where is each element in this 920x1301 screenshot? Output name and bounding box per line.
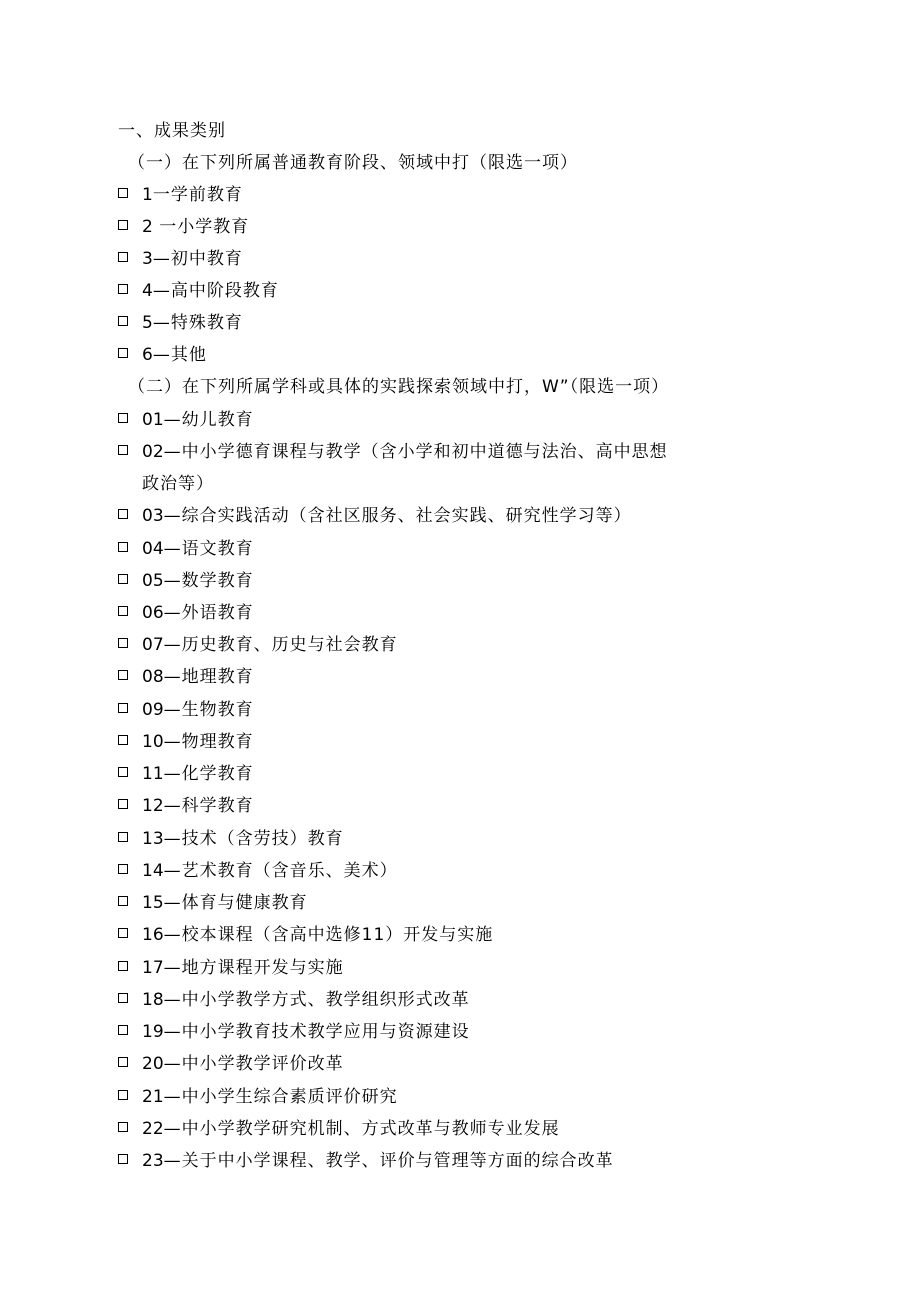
item-label: 幼儿教育 (181, 410, 254, 430)
item-label: 校本课程（含高中选修11）开发与实施 (181, 925, 494, 945)
item-code: 17 (142, 958, 164, 978)
list-item (118, 1086, 758, 1108)
list-item (118, 892, 758, 914)
item-code: 03 (142, 506, 164, 526)
item-sep: — (163, 603, 182, 623)
checkbox[interactable] (118, 1025, 128, 1035)
item-label: 小学教育 (177, 217, 250, 237)
list-item (118, 505, 758, 527)
checkbox[interactable] (118, 928, 128, 938)
item-sep: — (163, 442, 182, 462)
list-item (118, 1053, 758, 1075)
checkbox[interactable] (118, 574, 128, 584)
item-sep: — (163, 732, 182, 752)
item-label: 地理教育 (181, 667, 254, 687)
item-sep: — (163, 764, 182, 784)
item-sep: — (152, 249, 171, 269)
checkbox[interactable] (118, 413, 128, 423)
item-code: 06 (142, 603, 164, 623)
item-code: 21 (142, 1087, 164, 1107)
checkbox[interactable] (118, 542, 128, 552)
item-code: 4 (142, 281, 153, 301)
part1-title: （一）在下列所属普通教育阶段、领域中打（限选一项） (128, 153, 578, 173)
checkbox[interactable] (118, 993, 128, 1003)
checkbox[interactable] (118, 1122, 128, 1132)
item-sep: — (152, 345, 171, 365)
item-code: 22 (142, 1119, 164, 1139)
list-item (118, 731, 758, 753)
list-item (118, 441, 758, 463)
item-code: 19 (142, 1022, 164, 1042)
item-label: 中小学教学评价改革 (181, 1054, 344, 1074)
item-code: 01 (142, 410, 164, 430)
list-item (118, 989, 758, 1011)
list-item (118, 860, 758, 882)
item-label: 其他 (170, 345, 207, 365)
item-sep: — (163, 700, 182, 720)
checkbox[interactable] (118, 316, 128, 326)
list-item (118, 634, 758, 656)
list-item (118, 795, 758, 817)
item-code: 07 (142, 635, 164, 655)
checkbox[interactable] (118, 832, 128, 842)
item-label: 生物教育 (181, 700, 254, 720)
item-sep: — (163, 1151, 182, 1171)
item-sep: — (163, 1022, 182, 1042)
list-item (118, 248, 758, 270)
list-item (118, 538, 758, 560)
item-label: 化学教育 (181, 764, 254, 784)
item-label: 中小学教育技术教学应用与资源建设 (181, 1022, 470, 1042)
list-item (118, 1150, 758, 1172)
item-sep: — (152, 281, 171, 301)
list-item (118, 602, 758, 624)
item-label: 中小学德育课程与教学（含小学和初中道德与法治、高中思想 (181, 442, 668, 462)
list-item (118, 570, 758, 592)
item-sep: — (163, 410, 182, 430)
item-label: 中小学生综合素质评价研究 (181, 1087, 398, 1107)
checkbox[interactable] (118, 670, 128, 680)
item-label: 技术（含劳技）教育 (181, 829, 344, 849)
item-sep: — (163, 829, 182, 849)
checkbox[interactable] (118, 767, 128, 777)
checkbox[interactable] (118, 864, 128, 874)
list-item (118, 828, 758, 850)
item-label: 体育与健康教育 (181, 893, 308, 913)
item-label: 艺术教育（含音乐、美术） (181, 861, 398, 881)
checkbox[interactable] (118, 606, 128, 616)
list-item (118, 957, 758, 979)
item-label: 关于中小学课程、教学、评价与管理等方面的综合改革 (181, 1151, 614, 1171)
item-code: 20 (142, 1054, 164, 1074)
item-label: 综合实践活动（含社区服务、社会实践、研究性学习等） (181, 506, 632, 526)
item-sep: — (163, 1054, 182, 1074)
item-sep: — (163, 1087, 182, 1107)
item-label: 中小学教学研究机制、方式改革与教师专业发展 (181, 1119, 560, 1139)
item-code: 08 (142, 667, 164, 687)
item-code: 12 (142, 796, 164, 816)
item-code: 11 (142, 764, 164, 784)
item-label: 高中阶段教育 (170, 281, 279, 301)
item-code: 10 (142, 732, 164, 752)
checkbox[interactable] (118, 961, 128, 971)
item-label: 科学教育 (181, 796, 254, 816)
item-code: 2 (142, 217, 153, 237)
item-label: 学前教育 (170, 185, 243, 205)
item-sep: — (163, 925, 182, 945)
item-label: 初中教育 (170, 249, 243, 269)
checkbox[interactable] (118, 188, 128, 198)
item-code: 04 (142, 539, 164, 559)
list-item (118, 184, 758, 206)
checkbox[interactable] (118, 638, 128, 648)
item-label: 特殊教育 (170, 313, 243, 333)
item-sep: — (163, 571, 182, 591)
checkbox[interactable] (118, 799, 128, 809)
checkbox[interactable] (118, 284, 128, 294)
list-item (118, 1118, 758, 1140)
checkbox[interactable] (118, 348, 128, 358)
item-label: 语文教育 (181, 539, 254, 559)
item-sep: — (163, 635, 182, 655)
item-sep: — (163, 539, 182, 559)
item-sep: — (163, 893, 182, 913)
checkbox[interactable] (118, 703, 128, 713)
item-code: 23 (142, 1151, 164, 1171)
item-sep: — (163, 667, 182, 687)
checkbox[interactable] (118, 735, 128, 745)
item-sep: — (163, 958, 182, 978)
item-code: 05 (142, 571, 164, 591)
item-label: 外语教育 (181, 603, 254, 623)
item-sep: 一 (152, 217, 178, 237)
section-title: 一、成果类别 (118, 121, 226, 141)
item-code: 09 (142, 700, 164, 720)
item-label: 历史教育、历史与社会教育 (181, 635, 398, 655)
item-code: 18 (142, 990, 164, 1010)
item-sep: — (163, 861, 182, 881)
item-code: 6 (142, 345, 153, 365)
item-sep: — (163, 990, 182, 1010)
item-code: 1 (142, 185, 153, 205)
item-code: 16 (142, 925, 164, 945)
item-code: 13 (142, 829, 164, 849)
list-item (118, 280, 758, 302)
list-item (118, 312, 758, 334)
list-item (118, 1021, 758, 1043)
checkbox[interactable] (118, 1154, 128, 1164)
item-code: 14 (142, 861, 164, 881)
item-sep: — (152, 313, 171, 333)
item-label: 地方课程开发与实施 (181, 958, 344, 978)
list-item (118, 699, 758, 721)
item-label: 数学教育 (181, 571, 254, 591)
item-sep: — (163, 1119, 182, 1139)
checkbox[interactable] (118, 509, 128, 519)
item-label: 物理教育 (181, 732, 254, 752)
list-item (118, 409, 758, 431)
item-code: 5 (142, 313, 153, 333)
item-code: 3 (142, 249, 153, 269)
list-item (118, 344, 758, 366)
list-item (118, 666, 758, 688)
checkbox[interactable] (118, 896, 128, 906)
item-sep: — (163, 796, 182, 816)
checkbox[interactable] (118, 445, 128, 455)
item-code: 15 (142, 893, 164, 913)
list-item (118, 216, 758, 238)
list-item-continuation: 政治等） (142, 474, 214, 494)
checkbox[interactable] (118, 1057, 128, 1067)
item-code: 02 (142, 442, 164, 462)
item-sep: 一 (152, 185, 171, 205)
item-sep: — (163, 506, 182, 526)
checkbox[interactable] (118, 1090, 128, 1100)
part2-title: （二）在下列所属学科或具体的实践探索领域中打，W”（限选一项） (128, 377, 670, 397)
item-label: 中小学教学方式、教学组织形式改革 (181, 990, 470, 1010)
list-item (118, 924, 758, 946)
checkbox[interactable] (118, 220, 128, 230)
checkbox[interactable] (118, 252, 128, 262)
list-item (118, 763, 758, 785)
